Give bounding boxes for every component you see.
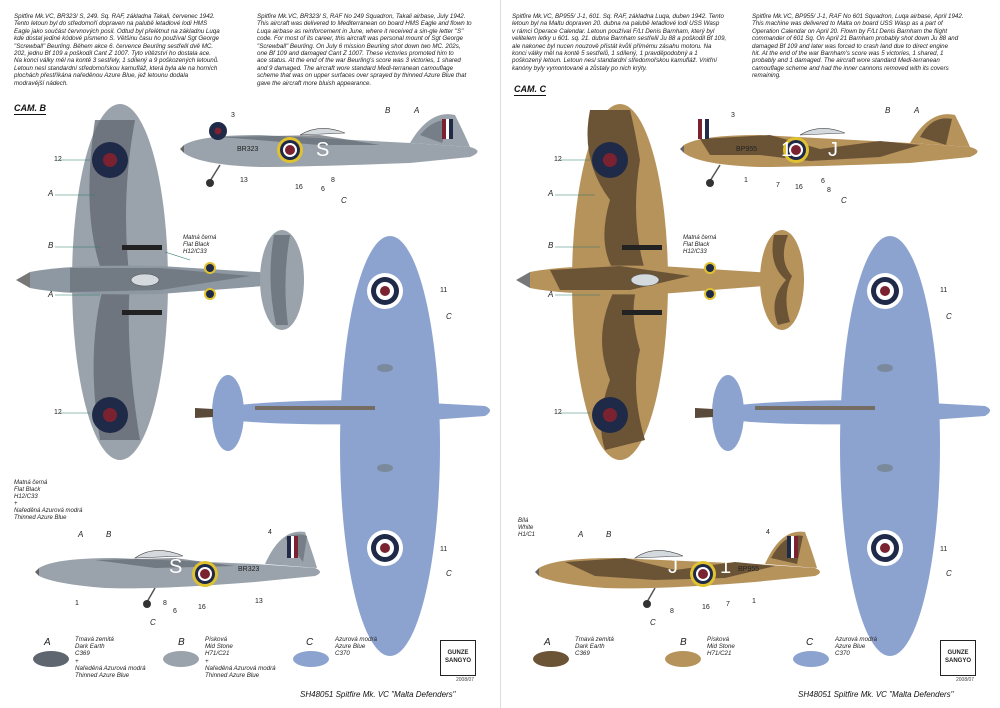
swatch-c (293, 651, 329, 667)
swatch-a (33, 651, 69, 667)
under-roundel-2 (867, 530, 903, 566)
upper-roundel-1 (92, 142, 128, 178)
lower-serial: BP955 (738, 566, 760, 573)
side-code-letter: J (828, 139, 838, 161)
callout-6: 6 (321, 186, 325, 193)
scheme-label: CAM. C (514, 84, 546, 94)
swatch-letter-b: B (680, 637, 687, 648)
callout-16: 16 (795, 184, 803, 191)
swatch-label-a: Tmavá zemitá Dark Earth C369 + Naředěná Azurová modrá Thinned Azure Blue (75, 636, 146, 680)
callout-a2: A (48, 290, 54, 299)
callout-8-lower: 8 (670, 608, 674, 615)
callout-c-side: C (841, 196, 847, 205)
callout-c-side: C (341, 196, 347, 205)
upper-roundel-1 (592, 142, 628, 178)
callout-a: A (48, 189, 54, 198)
callout-3: 3 (731, 112, 735, 119)
description-czech: Spitfire Mk.VC, BP955/ J-1, 601. Sq. RAF, základna Luqa, duben 1942. Tento letoun byl na Maltu dopraven 20. dubna na palubě letadlové lodi USS Wasp v rámci Operace Calendar. Letoun používal F/Lt Denis Barnham, který byl velitelem letky u 601. sq. 21. dubna Barnham sestřelil Ju 88 a poškodil Bf 109, ale nakonec byl nucen nouzově přistát kvůli přímému zásahu motoru. Na konci války měl na kontě 5 sestřelů, 1 sdílený, 1 pravděpodobný a 1 poškozený letoun. Letoun nesl standardní středomořskou kamufláž. Vnitřní kanóny byly vymontované a zůstaly po nich krýty. (512, 13, 727, 72)
callout-8: 8 (827, 187, 831, 194)
callout-16-lower: 16 (198, 604, 206, 611)
callout-c-lower: C (650, 618, 656, 627)
callout-4: 4 (268, 529, 272, 536)
callout-16: 16 (295, 184, 303, 191)
right-page (500, 0, 1000, 708)
upper-roundel-2 (92, 397, 128, 433)
swatch-letter-b: B (178, 637, 185, 648)
swatch-label-b: Písková Mid Stone H71/C21 (707, 636, 735, 658)
date-code: 2008/07 (956, 677, 975, 683)
callout-c-under: C (946, 312, 952, 321)
flat-black-thinned-note: Matná černá Flat Black H12/C33 + Naředěná Azurová modrá Thinned Azure Blue (14, 480, 83, 521)
swatch-label-c: Azurová modrá Azure Blue C370 (835, 636, 877, 658)
callout-12b: 12 (554, 409, 562, 416)
under-roundel-1 (867, 273, 903, 309)
callout-b-side: B (885, 106, 891, 115)
product-footer: SH48051 Spitfire Mk. VC "Malta Defenders" (798, 690, 954, 699)
swatch-letter-c: C (806, 637, 814, 648)
callout-12a: 12 (554, 156, 562, 163)
description-english: Spitfire Mk.VC, BP955/ J-1, RAF No 601 Squadron, Luqa airbase, April 1942. This machine was delivered to Malta on board USS Wasp as a part of Operation Calendar on April 20. Flown by F/Lt Denis Barnham the flight commander of 601 Sq. On April 21 Barnham probably shot down Ju 88 and damaged Bf 109 and later was forced to crash land due to direct engine hit. At the end of the war Barnham's score was 5 victories, 1 shared, 1 probably and 1 damaged. The aircraft wore standard Medi-terranean camouflage scheme and had the inner cannons removed with its covers remaining. (752, 13, 964, 80)
gunze-logo: GUNZE SANGYO (440, 640, 476, 676)
side-code-number: 1 (781, 139, 793, 161)
scheme-label: CAM. B (14, 103, 46, 113)
callout-13-lower: 13 (255, 598, 263, 605)
callout-1: 1 (75, 600, 79, 607)
description-czech: Spitfire Mk.VC, BR323/ S, 249. Sq. RAF, základna Takali, červenec 1942. Tento letoun byl do středomoří dopraven na palubě letadlové lodi HMS Eagle jako součást červnových posil. Odtud byl přelétnut na základnu Luqa kde dostal jediné kódové písmeno S. Většinu času ho používal Sgt George "Screwball" Beurling. Během akce 6. července Beurling sestřelil dvě MC. 202, jednu Bf 109 a poškodil Cant Z 1007. Tyto vítězství ho dostala ace. Na konci války měl na kontě 3 sestřely, 1 sdílený a 9 poškozených letounů. Letoun nesl standardní středomořskou kamufláž, která byla ale na horních plochách přestříkána naředěnou Azure Blue, jež letounu dodala modravější nádech. (14, 13, 220, 87)
swatch-b (163, 651, 199, 667)
product-footer: SH48051 Spitfire Mk. VC "Malta Defenders" (300, 690, 456, 699)
swatch-letter-c: C (306, 637, 314, 648)
upper-side-view (180, 105, 490, 195)
callout-13: 13 (240, 177, 248, 184)
side-serial: BP955 (736, 146, 758, 153)
callout-6-lower: 6 (173, 608, 177, 615)
callout-b-lower: B (606, 530, 612, 539)
callout-b-side: B (385, 106, 391, 115)
upper-roundel-2 (592, 397, 628, 433)
flat-black-note: Matná černá Flat Black H12/C33 (683, 235, 717, 255)
callout-11a: 11 (940, 287, 948, 294)
callout-7-lower: 7 (726, 601, 730, 608)
swatch-label-b: Písková Mid Stone H71/C21 + Naředěná Azurová modrá Thinned Azure Blue (205, 636, 276, 680)
callout-a-lower: A (578, 530, 584, 539)
under-roundel-2 (367, 530, 403, 566)
callout-b: B (48, 241, 54, 250)
callout-c-under2: C (446, 569, 452, 578)
gunze-logo: GUNZE SANGYO (940, 640, 976, 676)
swatch-b (665, 651, 701, 667)
callout-a2: A (548, 290, 554, 299)
callout-c-under2: C (946, 569, 952, 578)
swatch-letter-a: A (544, 637, 551, 648)
swatch-a (533, 651, 569, 667)
callout-a-side: A (414, 106, 420, 115)
callout-c-under: C (446, 312, 452, 321)
lower-code-letter: S (169, 556, 183, 578)
callout-6: 6 (821, 178, 825, 185)
callout-4: 4 (766, 529, 770, 536)
callout-a-lower: A (78, 530, 84, 539)
flat-black-note: Matná černá Flat Black H12/C33 (183, 235, 217, 255)
callout-1: 1 (744, 177, 748, 184)
callout-b: B (548, 241, 554, 250)
lower-code-number: 1 (720, 556, 732, 578)
callout-12b: 12 (54, 409, 62, 416)
lower-code-letter: J (668, 556, 678, 578)
callout-c-lower: C (150, 618, 156, 627)
side-serial: BR323 (237, 146, 259, 153)
callout-11a: 11 (440, 287, 448, 294)
callout-7: 7 (776, 182, 780, 189)
swatch-letter-a: A (44, 637, 51, 648)
side-code-letter: S (316, 139, 330, 161)
swatch-c (793, 651, 829, 667)
callout-11b: 11 (440, 546, 448, 553)
callout-3: 3 (231, 112, 235, 119)
callout-8-lower: 8 (163, 600, 167, 607)
callout-12a: 12 (54, 156, 62, 163)
white-note: Bílá White H1/C1 (518, 518, 536, 538)
callout-1-lower: 1 (752, 598, 756, 605)
callout-16-lower: 16 (702, 604, 710, 611)
swatch-label-c: Azurová modrá Azure Blue C370 (335, 636, 377, 658)
callout-8: 8 (331, 177, 335, 184)
callout-a: A (548, 189, 554, 198)
lower-serial: BR323 (238, 566, 260, 573)
under-roundel-1 (367, 273, 403, 309)
description-english: Spitfire Mk.VC, BR323/ S, RAF No 249 Squadron, Takali airbase, July 1942. This aircraft was delivered to Mediterranean on board HMS Eagle and flown to Luqa airbase as reinforcement in June, where it received a sin-gle letter "S" code. For most of its career, this aircraft was personal mount of Sgt George "Screwball" Beurling. On July 6 mission Beurling shot down two MC. 202s, one Bf 109 and damaged Cant Z 1007. These victories promoted him to ace status. At the end of the war Beurling's score was 3 victories, 1 shared and 9 damaged. The aircraft wore standard Medi-terranean camouflage scheme that was on upper surfaces over sprayed by thinned Azure Blue that gave the aircraft more bluish appearance. (257, 13, 472, 87)
date-code: 2008/07 (456, 677, 475, 683)
callout-b-lower: B (106, 530, 112, 539)
swatch-label-a: Tmavá zemitá Dark Earth C369 (575, 636, 614, 658)
callout-a-side: A (914, 106, 920, 115)
callout-11b: 11 (940, 546, 948, 553)
